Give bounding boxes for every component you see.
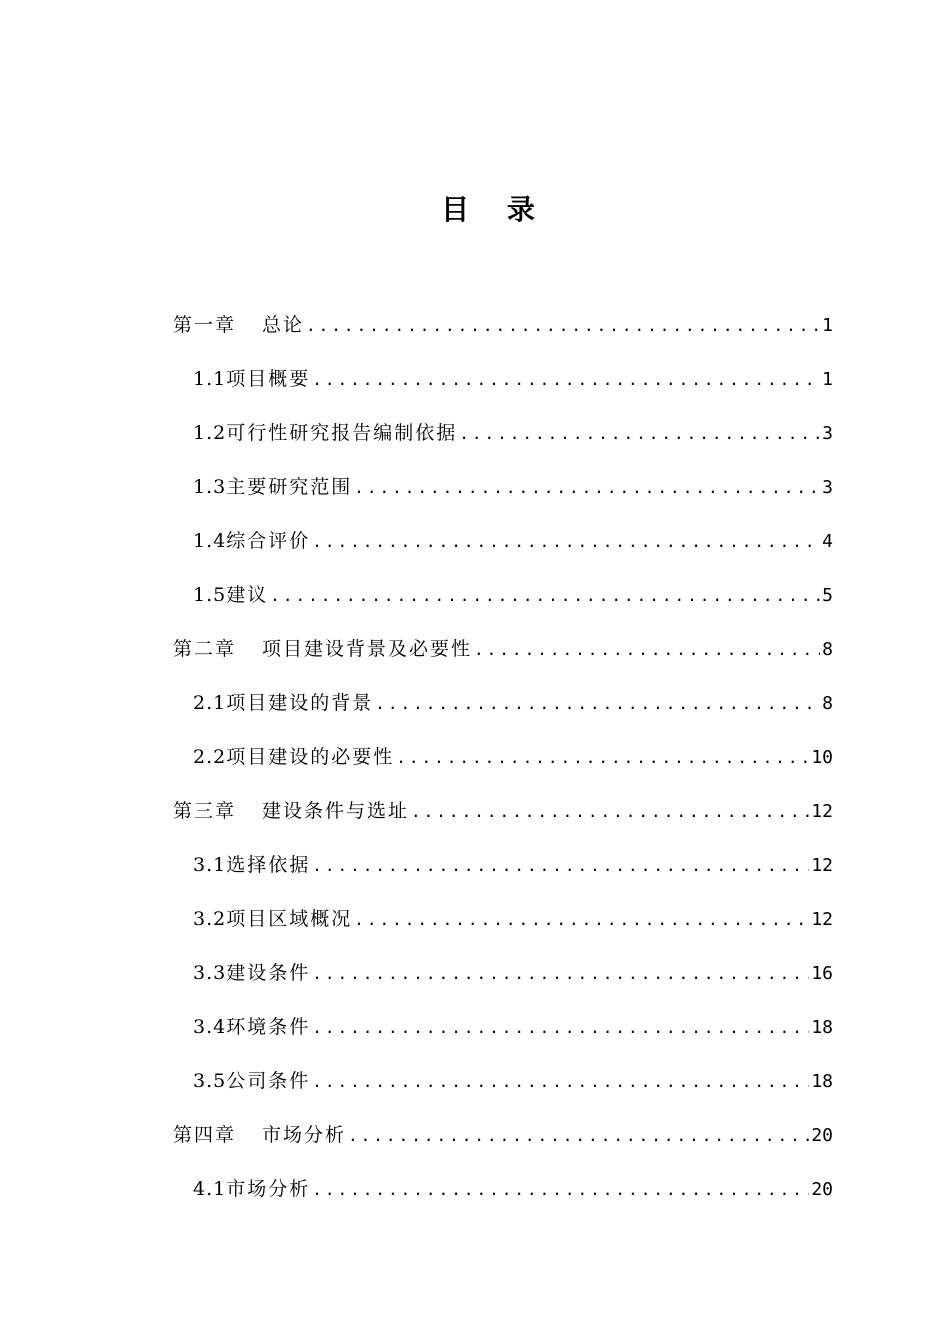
toc-dot-leader xyxy=(396,748,809,767)
toc-entry-text: 公司条件 xyxy=(226,1070,311,1092)
toc-entry-label xyxy=(173,796,409,823)
toc-entry-label xyxy=(193,742,394,769)
toc-entry-label xyxy=(193,472,352,499)
toc-chapter-number: 第一章 xyxy=(173,314,237,336)
toc-page-number: 5 xyxy=(822,585,833,606)
toc-entry-label xyxy=(193,1174,310,1201)
toc-section-number: 4.1 xyxy=(193,1178,227,1200)
toc-dot-leader xyxy=(312,1072,809,1091)
toc-entry-label xyxy=(193,364,310,391)
toc-section-number: 3.1 xyxy=(193,854,227,876)
toc-title: 目 录 xyxy=(441,193,549,226)
toc-entry-text: 项目建设的必要性 xyxy=(226,746,395,768)
toc-dot-leader xyxy=(312,964,809,983)
toc-page-number: 10 xyxy=(811,747,833,768)
toc-section-entry[interactable] xyxy=(173,364,833,418)
toc-list xyxy=(173,310,833,1228)
toc-page-number: 4 xyxy=(822,531,833,552)
toc-entry-text: 项目建设的背景 xyxy=(226,692,374,714)
toc-section-number: 1.3 xyxy=(193,476,227,498)
toc-page-number: 8 xyxy=(822,693,833,714)
toc-entry-text: 建议 xyxy=(226,584,269,606)
toc-entry-label xyxy=(173,310,304,337)
toc-section-number: 2.2 xyxy=(193,746,227,768)
toc-section-entry[interactable] xyxy=(173,472,833,526)
toc-section-number: 1.5 xyxy=(193,584,227,606)
toc-page-number: 20 xyxy=(811,1179,833,1200)
toc-entry-text: 市场分析 xyxy=(226,1178,311,1200)
toc-section-number: 1.4 xyxy=(193,530,227,552)
toc-entry-text: 可行性研究报告编制依据 xyxy=(226,422,458,444)
toc-dot-leader xyxy=(474,640,820,659)
toc-dot-leader xyxy=(354,478,820,497)
toc-entry-label xyxy=(193,1012,310,1039)
toc-section-number: 2.1 xyxy=(193,692,227,714)
toc-section-entry[interactable] xyxy=(173,418,833,472)
toc-entry-text: 项目概要 xyxy=(226,368,311,390)
toc-entry-text: 主要研究范围 xyxy=(226,476,353,498)
toc-page-number: 20 xyxy=(811,1125,833,1146)
toc-entry-label xyxy=(173,1120,346,1147)
toc-entry-label xyxy=(193,580,268,607)
toc-dot-leader xyxy=(375,694,820,713)
toc-section-entry[interactable] xyxy=(173,904,833,958)
toc-section-entry[interactable] xyxy=(173,958,833,1012)
toc-page-number: 8 xyxy=(822,639,833,660)
toc-entry-text: 建设条件与选址 xyxy=(262,800,410,822)
toc-page-number: 1 xyxy=(822,369,833,390)
toc-dot-leader xyxy=(306,316,820,335)
toc-dot-leader xyxy=(312,532,820,551)
toc-dot-leader xyxy=(312,856,809,875)
toc-chapter-entry[interactable] xyxy=(173,634,833,688)
toc-page-number: 18 xyxy=(811,1071,833,1092)
toc-chapter-entry[interactable] xyxy=(173,310,833,364)
toc-section-entry[interactable] xyxy=(173,742,833,796)
toc-entry-text: 市场分析 xyxy=(262,1124,347,1146)
toc-entry-label xyxy=(193,850,310,877)
toc-section-number: 3.4 xyxy=(193,1016,227,1038)
toc-chapter-number: 第二章 xyxy=(173,638,237,660)
toc-entry-label xyxy=(193,958,310,985)
toc-entry-label xyxy=(193,904,352,931)
toc-dot-leader xyxy=(459,424,820,443)
toc-dot-leader xyxy=(354,910,809,929)
toc-page-number: 3 xyxy=(822,477,833,498)
toc-section-number: 3.5 xyxy=(193,1070,227,1092)
toc-section-entry[interactable] xyxy=(173,580,833,634)
toc-section-entry[interactable] xyxy=(173,1174,833,1228)
toc-page-number: 12 xyxy=(811,801,833,822)
toc-section-entry[interactable] xyxy=(173,850,833,904)
toc-section-entry[interactable] xyxy=(173,1066,833,1120)
toc-section-entry[interactable] xyxy=(173,1012,833,1066)
toc-page-number: 16 xyxy=(811,963,833,984)
toc-entry-label xyxy=(193,526,310,553)
toc-dot-leader xyxy=(312,370,820,389)
toc-entry-label xyxy=(173,634,472,661)
toc-dot-leader xyxy=(312,1180,809,1199)
toc-section-number: 1.1 xyxy=(193,368,227,390)
toc-entry-text: 项目区域概况 xyxy=(226,908,353,930)
toc-dot-leader xyxy=(270,586,820,605)
toc-entry-text: 综合评价 xyxy=(226,530,311,552)
toc-entry-text: 总论 xyxy=(262,314,305,336)
toc-section-entry[interactable] xyxy=(173,688,833,742)
toc-page-number: 12 xyxy=(811,855,833,876)
toc-page-number: 12 xyxy=(811,909,833,930)
toc-section-entry[interactable] xyxy=(173,526,833,580)
toc-page-number: 18 xyxy=(811,1017,833,1038)
toc-chapter-entry[interactable] xyxy=(173,796,833,850)
toc-dot-leader xyxy=(411,802,809,821)
toc-entry-text: 建设条件 xyxy=(226,962,311,984)
toc-entry-text: 项目建设背景及必要性 xyxy=(262,638,473,660)
toc-section-number: 3.3 xyxy=(193,962,227,984)
toc-entry-label xyxy=(193,688,373,715)
toc-entry-text: 环境条件 xyxy=(226,1016,311,1038)
toc-section-number: 1.2 xyxy=(193,422,227,444)
toc-page-number: 3 xyxy=(822,423,833,444)
toc-section-number: 3.2 xyxy=(193,908,227,930)
toc-entry-text: 选择依据 xyxy=(226,854,311,876)
toc-chapter-number: 第四章 xyxy=(173,1124,237,1146)
toc-dot-leader xyxy=(348,1126,809,1145)
toc-entry-label xyxy=(193,1066,310,1093)
toc-chapter-entry[interactable] xyxy=(173,1120,833,1174)
toc-page-number: 1 xyxy=(822,315,833,336)
toc-chapter-number: 第三章 xyxy=(173,800,237,822)
toc-dot-leader xyxy=(312,1018,809,1037)
toc-entry-label xyxy=(193,418,457,445)
